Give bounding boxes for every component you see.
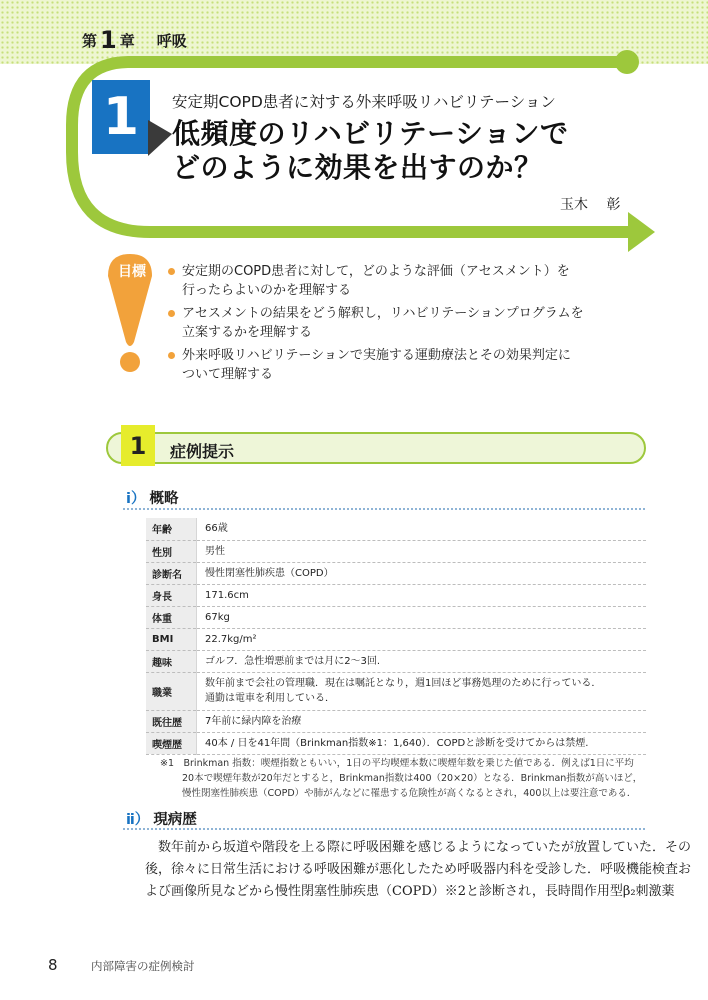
footnote: ※1 Brinkman 指数：喫煙指数ともいい，1日の平均喫煙本数に喫煙年数を乗じた値である．例えば1日に平均 20本で喫煙年数が20年だとすると，Brinkman指数は400（20×20）となる．Brinkman指数が高いほど， 慢性閉塞性肺疾患（COPD）や肺がんなどに罹患する危険性が高くなるとされ，400以上は要注意である． <box>160 758 643 799</box>
chapter-topic: 呼吸 <box>156 32 187 50</box>
subsection-heading-history: ⅱ） 現病歴 <box>126 812 197 828</box>
goals-list <box>168 262 584 388</box>
dotted-divider <box>123 508 645 510</box>
table-row: 診断名 慢性閉塞性肺疾患（COPD） <box>146 562 646 584</box>
article-number: 1 <box>92 80 150 154</box>
goal-item: 安定期のCOPD患者に対して，どのような評価（アセスメント）を 行ったらよいのかを理解する <box>168 262 584 300</box>
table-row: 既往歴 7年前に緑内障を治療 <box>146 710 646 732</box>
running-title: 内部障害の症例検討 <box>91 959 195 973</box>
table-row: 身長 171.6cm <box>146 584 646 606</box>
table-row: 趣味 ゴルフ．急性増悪前までは月に2〜3回. <box>146 650 646 672</box>
article-title-line-2: どのように効果を出すのか？ <box>172 151 543 184</box>
article-title-line-1: 低頻度のリハビリテーションで <box>172 117 569 150</box>
article-subtitle: 安定期COPD患者に対する外来呼吸リハビリテーション <box>172 93 556 111</box>
table-row: 体重 67kg <box>146 606 646 628</box>
section-number: 1 <box>121 425 155 466</box>
history-paragraph: 数年前から坂道や階段を上る際に呼吸困難を感じるようになっていたが放置していた．その 後，徐々に日常生活における呼吸困難が悪化したため呼吸器内科を受診した．呼吸機能検査お よび画像所見などから慢性閉塞性肺疾患（COPD）※2と診断され，長時間作用型β₂刺激薬 <box>145 840 692 899</box>
subsection-heading-overview: ⅰ） 概略 <box>126 491 179 507</box>
table-row: BMI 22.7kg/m² <box>146 628 646 650</box>
chapter-prefix: 第 <box>82 32 98 50</box>
number-tab-shadow <box>148 120 174 158</box>
table-row: 喫煙歴 40本 / 日を41年間（Brinkman指数※1：1,640）．COPDと診断を受けてからは禁煙. <box>146 732 646 754</box>
chapter-number: 1 <box>100 26 117 54</box>
section-title: 症例提示 <box>170 442 235 461</box>
page-number: 8 <box>48 956 58 974</box>
chapter-suffix: 章 <box>119 32 135 50</box>
case-summary-table <box>146 518 646 755</box>
table-row: 職業 数年前まで会社の管理職．現在は嘱託となり，週1回ほど事務処理のために行っている． 通勤は電車を利用している． <box>146 672 646 710</box>
goal-item: アセスメントの結果をどう解釈し，リハビリテーションプログラムを 立案するかを理解する <box>168 304 584 342</box>
goals-label: 目標 <box>118 264 146 280</box>
table-row: 年齢 66歳 <box>146 518 646 540</box>
table-row: 性別 男性 <box>146 540 646 562</box>
dotted-divider <box>123 828 645 830</box>
author: 玉木 彰 <box>560 197 621 213</box>
goal-item: 外来呼吸リハビリテーションで実施する運動療法とその効果判定に ついて理解する <box>168 346 584 384</box>
